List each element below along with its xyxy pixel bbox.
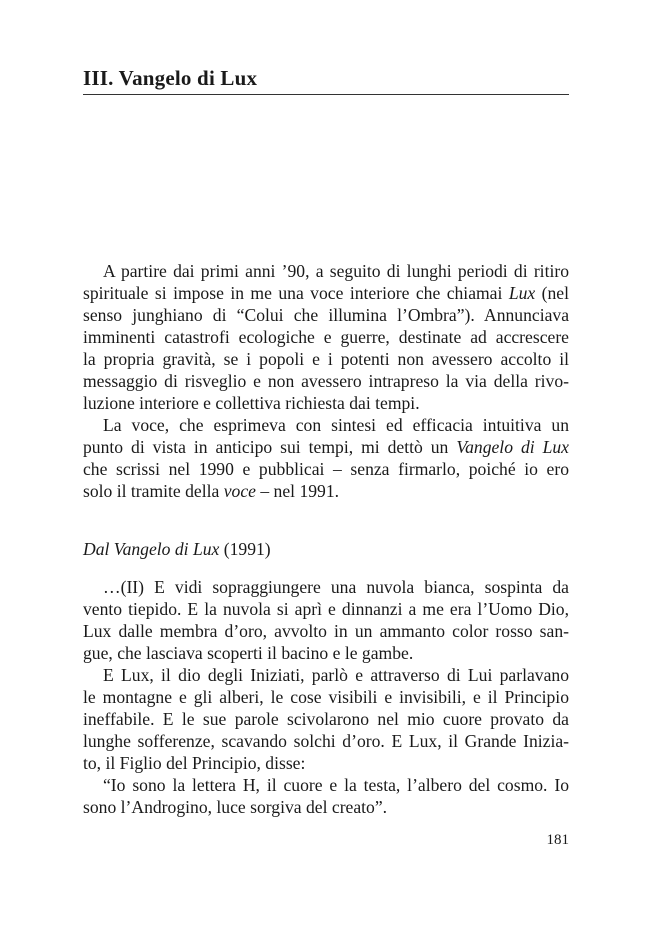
text-line: gue, che lasciava scoperti il bacino e le gambe. [83, 643, 414, 663]
text-line: E Lux, il dio degli Iniziati, parlò e attraverso di Lui parlavano [103, 665, 569, 685]
excerpt-heading: Dal Vangelo di Lux (1991) [83, 539, 271, 559]
text-line: A partire dai primi anni ’90, a seguito di lunghi periodi di ritiro [103, 261, 569, 281]
chapter-title: III. Vangelo di Lux [83, 66, 258, 90]
text-line: messaggio di risveglio e non avessero intrapreso la via della rivo- [83, 371, 569, 391]
excerpt-text [83, 576, 569, 818]
text-line: che scrissi nel 1990 e pubblicai – senza firmarlo, poiché io ero [83, 459, 569, 479]
intro-text [83, 260, 569, 502]
text-line: lunghe sofferenze, scavando solchi d’oro. E Lux, il Grande Inizia- [83, 731, 569, 751]
text-line: imminenti catastrofi ecologiche e guerre, destinate ad accrescere [83, 327, 569, 347]
text-line: solo il tramite della voce – nel 1991. [83, 481, 340, 501]
text-line: sono l’Androgino, luce sorgiva del creato”. [83, 797, 388, 817]
title-rule [83, 94, 569, 95]
text-line: La voce, che esprimeva con sintesi ed efficacia intuitiva un [103, 415, 569, 435]
text-line: le montagne e gli alberi, le cose visibili e invisibili, e il Principio [83, 687, 569, 707]
text-line: luzione interiore e collettiva richiesta dai tempi. [83, 393, 420, 413]
text-line: to, il Figlio del Principio, disse: [83, 753, 306, 773]
text-line: senso junghiano di “Colui che illumina l’Ombra”). Annunciava [83, 305, 569, 325]
text-line: spirituale si impose in me una voce interiore che chiamai Lux (nel [83, 283, 569, 303]
text-line: ineffabile. E le sue parole scivolarono nel mio cuore provato da [83, 709, 569, 729]
text-line: punto di vista in anticipo sui tempi, mi dettò un Vangelo di Lux [83, 437, 569, 457]
text-line: vento tiepido. E la nuvola si aprì e dinnanzi a me era l’Uomo Dio, [83, 599, 569, 619]
text-line: …(II) E vidi sopraggiungere una nuvola bianca, sospinta da [103, 577, 569, 597]
text-line: la propria gravità, se i popoli e i potenti non avessero accolto il [83, 349, 569, 369]
text-line: Lux dalle membra d’oro, avvolto in un ammanto color rosso san- [83, 621, 569, 641]
text-line: “Io sono la lettera H, il cuore e la testa, l’albero del cosmo. Io [103, 775, 569, 795]
page-number: 181 [546, 832, 569, 848]
